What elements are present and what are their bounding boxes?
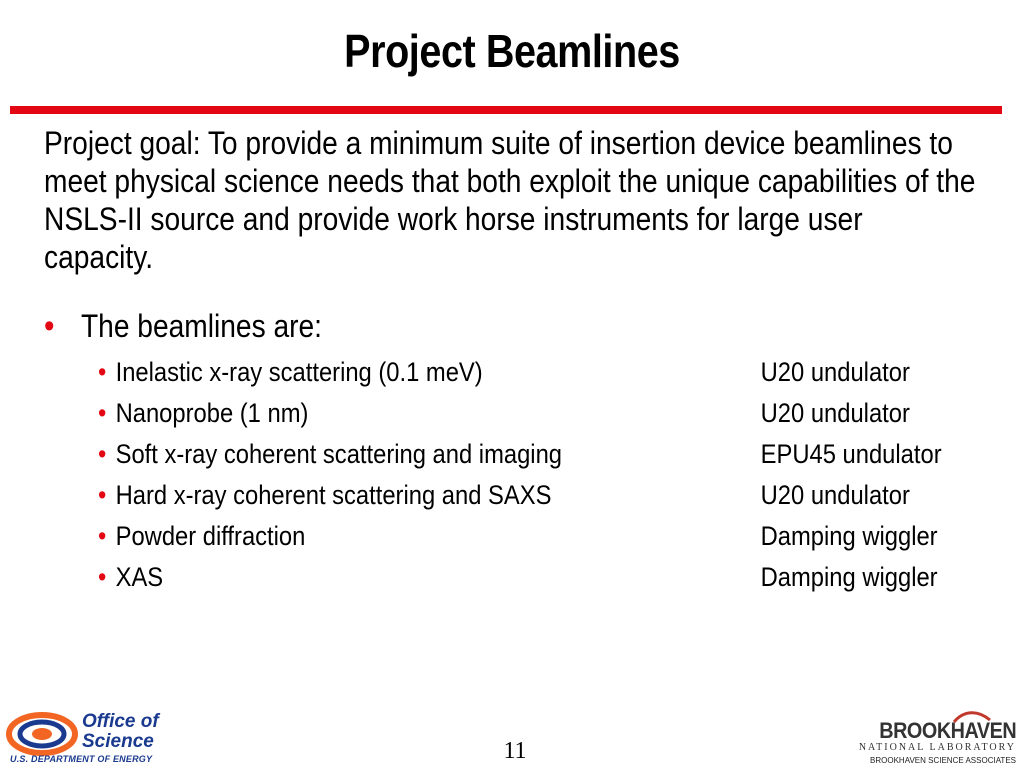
beamline-item	[98, 475, 925, 516]
bullet-icon: •	[98, 521, 107, 551]
doe-logo-line2: Science	[82, 731, 154, 752]
beamline-source: EPU45 undulator	[760, 439, 942, 469]
doe-logo-line1: Office of	[82, 711, 159, 732]
beamline-item	[98, 434, 942, 475]
beamline-name: Inelastic x-ray scattering (0.1 meV)	[115, 357, 483, 387]
page-number: 11	[503, 738, 527, 764]
bullet-icon: •	[98, 439, 107, 469]
beamline-item	[98, 393, 925, 434]
bullet-icon: •	[98, 480, 107, 510]
beamline-list	[98, 352, 942, 598]
title-underline-rule	[10, 106, 1002, 114]
beamline-item	[98, 516, 938, 557]
doe-emblem-icon	[6, 712, 78, 756]
slide-title: Project Beamlines	[344, 25, 680, 77]
brookhaven-name: BROOKHAVEN	[878, 718, 1016, 743]
brookhaven-associates: BROOKHAVEN SCIENCE ASSOCIATES	[870, 756, 1016, 765]
beamlines-heading-bullet	[44, 306, 322, 346]
beamline-item	[98, 352, 925, 393]
beamline-name: XAS	[115, 562, 164, 592]
bullet-icon: •	[44, 307, 55, 345]
doe-logo-subtitle: U.S. DEPARTMENT OF ENERGY	[10, 754, 153, 764]
beamline-name: Soft x-ray coherent scattering and imaging	[115, 439, 562, 469]
beamlines-heading: The beamlines are:	[80, 308, 323, 344]
beamline-item	[98, 557, 938, 598]
bullet-icon: •	[98, 357, 107, 387]
beamline-source: U20 undulator	[760, 357, 910, 387]
bullet-icon: •	[98, 562, 107, 592]
brookhaven-logo	[856, 708, 1020, 766]
beamline-name: Hard x-ray coherent scattering and SAXS	[115, 480, 552, 510]
project-goal-paragraph: Project goal: To provide a minimum suite of insertion device beamlines to meet physical science needs that both exploit the unique capabilities of the NSLS-II source and provide work horse instruments for large user capacity.	[44, 125, 976, 275]
brookhaven-lab-label: NATIONAL LABORATORY	[858, 742, 1016, 753]
office-of-science-logo	[6, 712, 166, 768]
beamline-name: Powder diffraction	[115, 521, 306, 551]
bullet-icon: •	[98, 398, 107, 428]
beamline-source: U20 undulator	[760, 480, 910, 510]
beamline-source: Damping wiggler	[760, 562, 938, 592]
beamline-name: Nanoprobe (1 nm)	[115, 398, 309, 428]
beamline-source: Damping wiggler	[760, 521, 938, 551]
beamline-source: U20 undulator	[760, 398, 910, 428]
